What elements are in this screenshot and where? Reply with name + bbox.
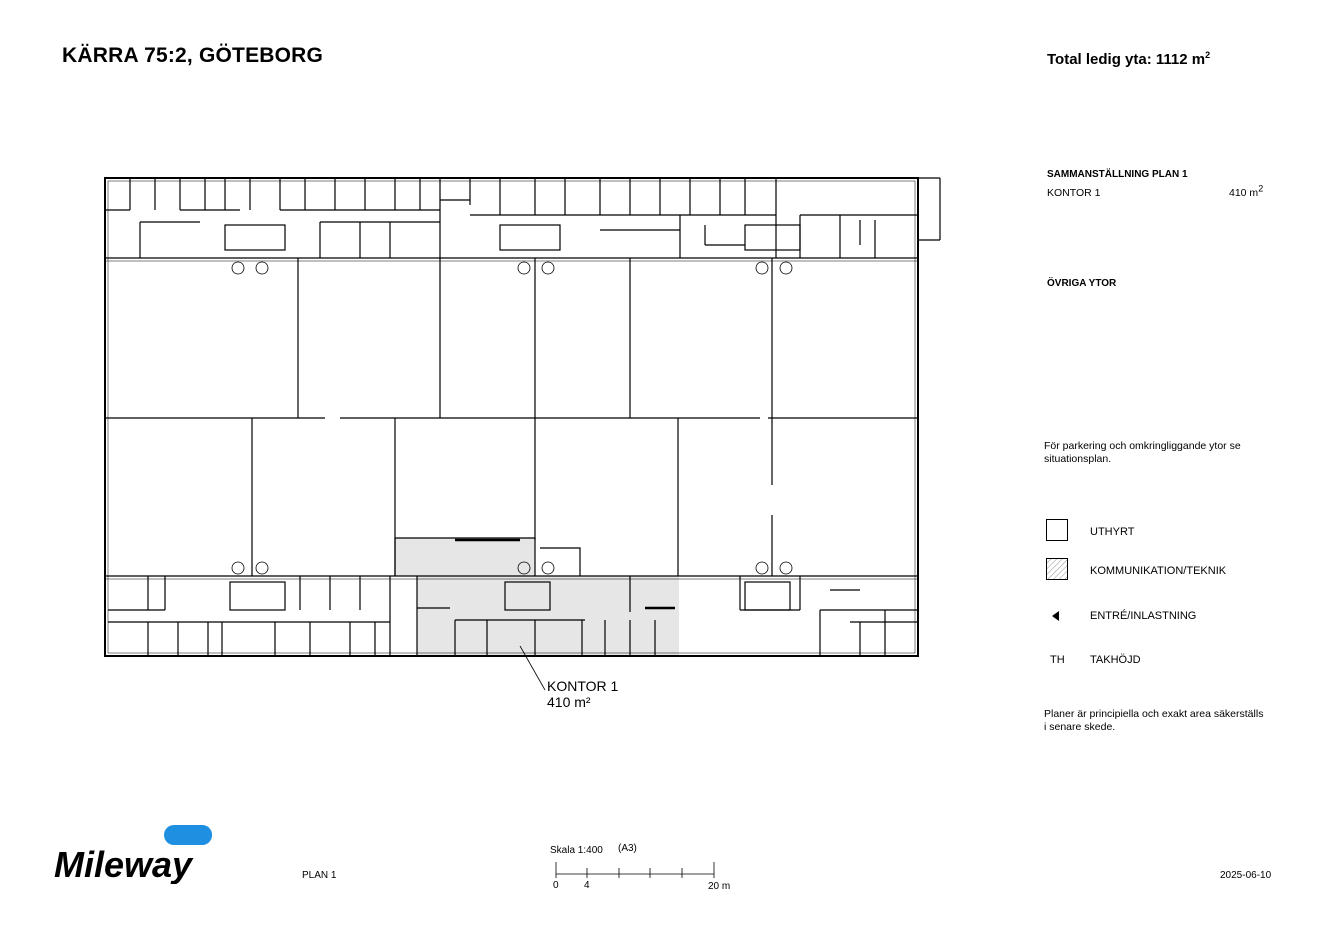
scale-tick-4: 4 <box>584 880 590 891</box>
disclaimer-note: Planer är principiella och exakt area säkerställs i senare skede. <box>1044 708 1264 733</box>
scale-bar <box>550 858 720 880</box>
scale-tick-0: 0 <box>553 880 559 891</box>
plan-name: PLAN 1 <box>302 870 337 881</box>
legend-code-th: TH <box>1050 654 1065 666</box>
total-area-sup: 2 <box>1205 50 1211 60</box>
paper-size: (A3) <box>618 843 637 854</box>
legend-label-rented: UTHYRT <box>1090 526 1135 538</box>
summary-item-label: KONTOR 1 <box>1047 187 1101 199</box>
legend-label-communication: KOMMUNIKATION/TEKNIK <box>1090 565 1227 577</box>
page-title: KÄRRA 75:2, GÖTEBORG <box>62 44 324 67</box>
summary-item-value-text: 410 m <box>1229 187 1259 199</box>
kontor-1-area-text: 410 m² <box>547 694 591 710</box>
scale-tick-20: 20 m <box>708 881 731 892</box>
kontor-1-label <box>547 678 618 710</box>
summary-item-value-sup: 2 <box>1258 183 1264 194</box>
plan-date: 2025-06-10 <box>1220 870 1272 881</box>
parking-note: För parkering och omkringliggande ytor se situationsplan. <box>1044 440 1241 465</box>
kontor-1-area <box>395 538 679 656</box>
legend-label-entrance: ENTRÉ/INLASTNING <box>1090 610 1197 622</box>
other-areas-heading: ÖVRIGA YTOR <box>1047 278 1117 289</box>
mileway-logo <box>52 822 217 884</box>
summary-heading: SAMMANSTÄLLNING PLAN 1 <box>1047 169 1188 180</box>
logo-text: Mileway <box>54 844 193 884</box>
scale-label: Skala 1:400 <box>550 845 603 856</box>
legend-label-ceiling-height: TAKHÖJD <box>1090 654 1141 666</box>
total-area-label: Total ledig yta: 1112 m <box>1047 51 1206 68</box>
kontor-1-name: KONTOR 1 <box>547 678 619 694</box>
